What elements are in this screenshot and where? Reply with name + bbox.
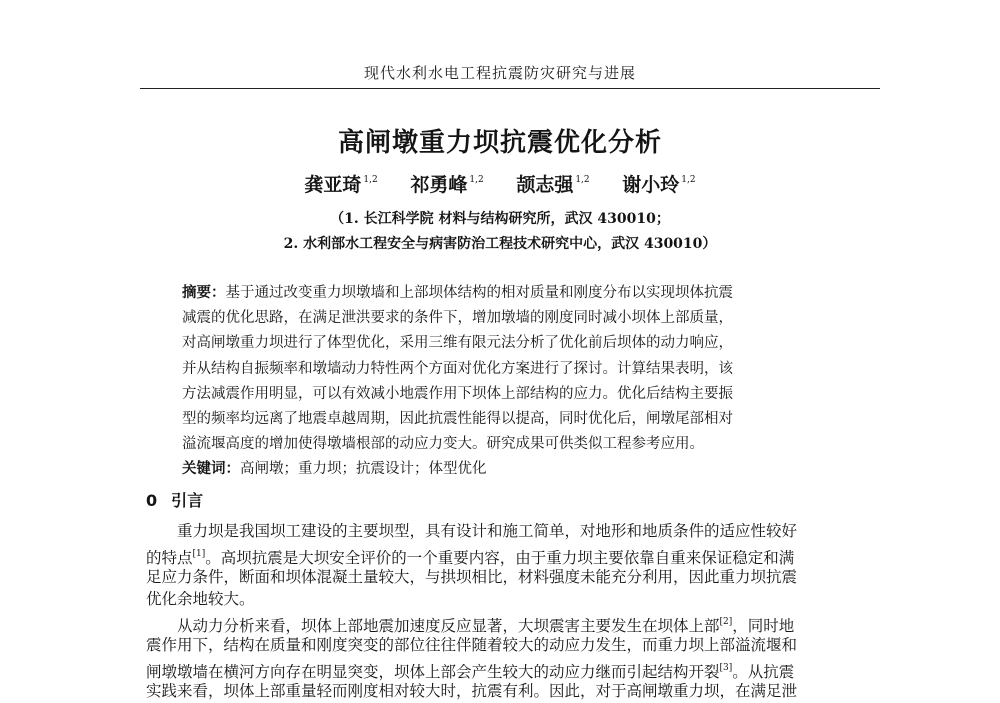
abstract-block <box>182 281 842 483</box>
citation-ref: [3] <box>719 662 733 673</box>
author-affil-mark: 1,2 <box>681 175 696 185</box>
author <box>410 170 483 197</box>
abstract-label: 摘要： <box>182 285 226 301</box>
abstract-line: 溢流堰高度的增加使得墩墙根部的动应力变大。研究成果可供类似工程参考应用。 <box>182 436 704 453</box>
body-text-run: 。高坝抗震是大坝安全评价的一个重要内容，由于重力坝主要依靠自重来保证稳定和满 <box>205 548 795 567</box>
body-line <box>146 634 884 657</box>
author <box>622 170 695 197</box>
body-line <box>146 588 884 611</box>
keywords-label: 关键词： <box>182 461 240 478</box>
author-name: 祁勇峰 <box>410 174 468 196</box>
abstract-line: 并从结构自振频率和墩墙动力特性两个方面对优化方案进行了探讨。计算结果表明，该 <box>182 360 733 377</box>
body-text <box>146 520 884 702</box>
author <box>304 170 377 197</box>
affiliation-line-1: （1. 长江科学院 材料与结构研究所，武汉 430010； <box>330 211 670 227</box>
body-text-run: 优化余地较大。 <box>146 590 255 609</box>
abstract-text: 基于通过改变重力坝墩墙和上部坝体结构的相对质量和刚度分布以实现坝体抗震 <box>225 285 733 301</box>
header-rule <box>140 88 880 89</box>
body-text-run: 的特点 <box>146 548 193 567</box>
article-title: 高闸墩重力坝抗震优化分析 <box>337 128 662 158</box>
keywords-text: 高闸墩；重力坝；抗震设计；体型优化 <box>240 461 487 478</box>
abstract-line <box>182 281 842 306</box>
section-heading <box>146 488 203 511</box>
body-text-run: 实践来看，坝体上部重量轻而刚度相对较大时，抗震有利。因此，对于高闸墩重力坝，在满足泄 <box>146 681 798 700</box>
body-line <box>146 657 884 680</box>
body-line <box>146 611 884 634</box>
body-text-run: ，同时地 <box>732 617 795 636</box>
author-affil-mark: 1,2 <box>363 175 378 185</box>
body-line <box>146 520 884 543</box>
author-name: 谢小玲 <box>622 174 680 196</box>
author-affil-mark: 1,2 <box>575 175 590 185</box>
body-text-run: 重力坝是我国坝工建设的主要坝型，具有设计和施工简单，对地形和地质条件的适应性较好 <box>146 522 798 540</box>
abstract-line: 型的频率均远离了地震卓越周期，因此抗震性能得以提高，同时优化后，闸墩尾部相对 <box>182 410 733 427</box>
body-text-run: 足应力条件，断面和坝体混凝土量较大，与拱坝相比，材料强度未能充分利用，因此重力坝抗震 <box>146 567 798 586</box>
author <box>516 170 589 197</box>
body-line <box>146 566 884 589</box>
author-name: 龚亚琦 <box>304 174 362 196</box>
body-line <box>146 680 884 703</box>
author-affil-mark: 1,2 <box>469 175 484 185</box>
section-number: 0 <box>146 491 158 510</box>
affiliation-line-2: 2. 水利部水工程安全与病害防治工程技术研究中心，武汉 430010） <box>283 236 717 252</box>
keywords-line <box>182 457 842 482</box>
body-text-run: 闸墩墩墙在横河方向存在明显突变，坝体上部会产生较大的动应力继而引起结构开裂 <box>146 662 720 681</box>
section-title: 引言 <box>171 491 204 510</box>
running-head: 现代水利水电工程抗震防灾研究与进展 <box>363 64 636 82</box>
body-text-run: 从动力分析来看，坝体上部地震加速度反应显著，大坝震害主要发生在坝体上部 <box>146 617 720 636</box>
body-line <box>146 543 884 566</box>
abstract-line: 方法减震作用明显，可以有效减小地震作用下坝体上部结构的应力。优化后结构主要振 <box>182 385 733 402</box>
body-text-run: 震作用下，结构在质量和刚度突变的部位往往伴随着较大的动应力发生，而重力坝上部溢流堰和 <box>146 635 798 654</box>
author-list <box>0 170 1000 197</box>
author-name: 颉志强 <box>516 174 574 196</box>
abstract-line: 减震的优化思路，在满足泄洪要求的条件下，增加墩墙的刚度同时减小坝体上部质量， <box>182 310 733 327</box>
abstract-line: 对高闸墩重力坝进行了体型优化，采用三维有限元法分析了优化前后坝体的动力响应， <box>182 335 733 352</box>
body-text-run: 。从抗震 <box>732 662 795 681</box>
citation-ref: [2] <box>719 617 733 628</box>
citation-ref: [1] <box>192 548 206 559</box>
